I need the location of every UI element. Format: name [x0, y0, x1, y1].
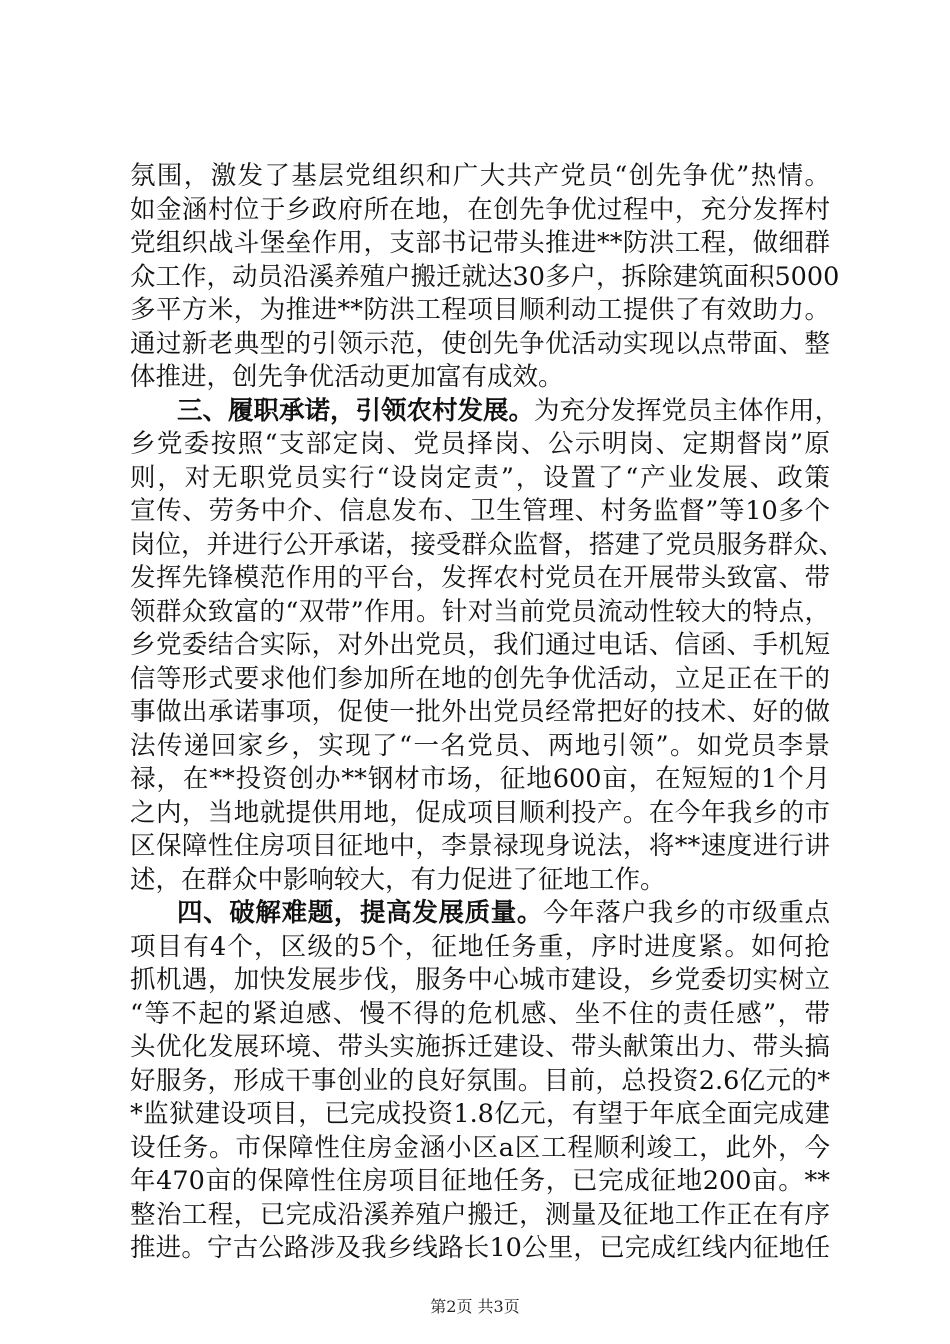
- body-line: 岗位，并进行公开承诺，接受群众监督，搭建了党员服务群众、: [130, 529, 845, 560]
- body-line: 整治工程，已完成沿溪养殖户搬迁，测量及征地工作正在有序: [130, 1199, 830, 1230]
- body-line: 区保障性住房项目征地中，李景禄现身说法，将**速度进行讲: [130, 831, 830, 861]
- body-line: 如金涵村位于乡政府所在地，在创先争优过程中，充分发挥村: [130, 194, 830, 225]
- body-line: 推进。宁古公路涉及我乡线路长10公里，已完成红线内征地任: [130, 1233, 830, 1263]
- body-line: 年470亩的保障性住房项目征地任务，已完成征地200亩。**: [130, 1166, 830, 1196]
- body-line: 则，对无职党员实行“设岗定责”，设置了“产业发展、政策: [130, 462, 830, 493]
- body-line: 多平方米，为推进**防洪工程项目顺利动工提供了有效助力。: [130, 295, 830, 325]
- body-line: 氛围，激发了基层党组织和广大共产党员“创先争优”热情。: [130, 161, 830, 191]
- body-line: 宣传、劳务中介、信息发布、卫生管理、村务监督”等10多个: [130, 496, 830, 526]
- body-text: 为充分发挥党员主体作用，: [534, 395, 841, 426]
- body-line: 乡党委按照“支部定岗、党员择岗、公示明岗、定期督岗”原: [130, 429, 830, 459]
- body-line: 禄，在**投资创办**钢材市场，征地600亩，在短短的1个月: [130, 764, 830, 794]
- body-line: 抓机遇，加快发展步伐，服务中心城市建设，乡党委切实树立: [130, 965, 830, 995]
- body-line: 述，在群众中影响较大，有力促进了征地工作。: [130, 864, 666, 895]
- section-heading-three: 三、履职承诺，引领农村发展。: [177, 395, 535, 426]
- body-text: 今年落户我乡的市级重点: [543, 898, 830, 928]
- body-line: “等不起的紧迫感、慢不得的危机感、坐不住的责任感”，带: [130, 998, 830, 1029]
- body-line: 之内，当地就提供用地，促成项目顺利投产。在今年我乡的市: [130, 797, 830, 828]
- body-line: 众工作，动员沿溪养殖户搬迁就达30多户，拆除建筑面积5000: [130, 261, 840, 292]
- body-line: 设任务。市保障性住房金涵小区a区工程顺利竣工，此外，今: [130, 1132, 830, 1163]
- body-line: 信等形式要求他们参加所在地的创先争优活动，立足正在干的: [130, 663, 830, 694]
- body-line: 项目有4个，区级的5个，征地任务重，序时进度紧。如何抢: [130, 931, 830, 962]
- body-line: 发挥先锋模范作用的平台，发挥农村党员在开展带头致富、带: [130, 563, 830, 593]
- body-line: 党组织战斗堡垒作用，支部书记带头推进**防洪工程，做细群: [130, 228, 830, 258]
- body-line: 通过新老典型的引领示范，使创先争优活动实现以点带面、整: [130, 328, 830, 359]
- section-heading-four: 四、破解难题，提高发展质量。: [177, 898, 544, 928]
- section-four-first-line: [177, 897, 830, 931]
- body-line: 体推进，创先争优活动更加富有成效。: [130, 362, 564, 392]
- body-line: 头优化发展环境、带头实施拆迁建设、带头献策出力、带头搞: [130, 1032, 830, 1062]
- body-line: 事做出承诺事项，促使一批外出党员经常把好的技术、好的做: [130, 697, 830, 727]
- body-line: 法传递回家乡，实现了“一名党员、两地引领”。如党员李景: [130, 730, 830, 761]
- body-line: *监狱建设项目，已完成投资1.8亿元，有望于年底全面完成建: [130, 1099, 830, 1129]
- body-line: 好服务，形成干事创业的良好氛围。目前，总投资2.6亿元的*: [130, 1065, 830, 1096]
- section-three-first-line: [177, 395, 841, 429]
- page-footer: 第2页 共3页: [430, 1297, 520, 1316]
- body-line: 乡党委结合实际，对外出党员，我们通过电话、信函、手机短: [130, 630, 830, 660]
- body-line: 领群众致富的“双带”作用。针对当前党员流动性较大的特点，: [130, 596, 830, 627]
